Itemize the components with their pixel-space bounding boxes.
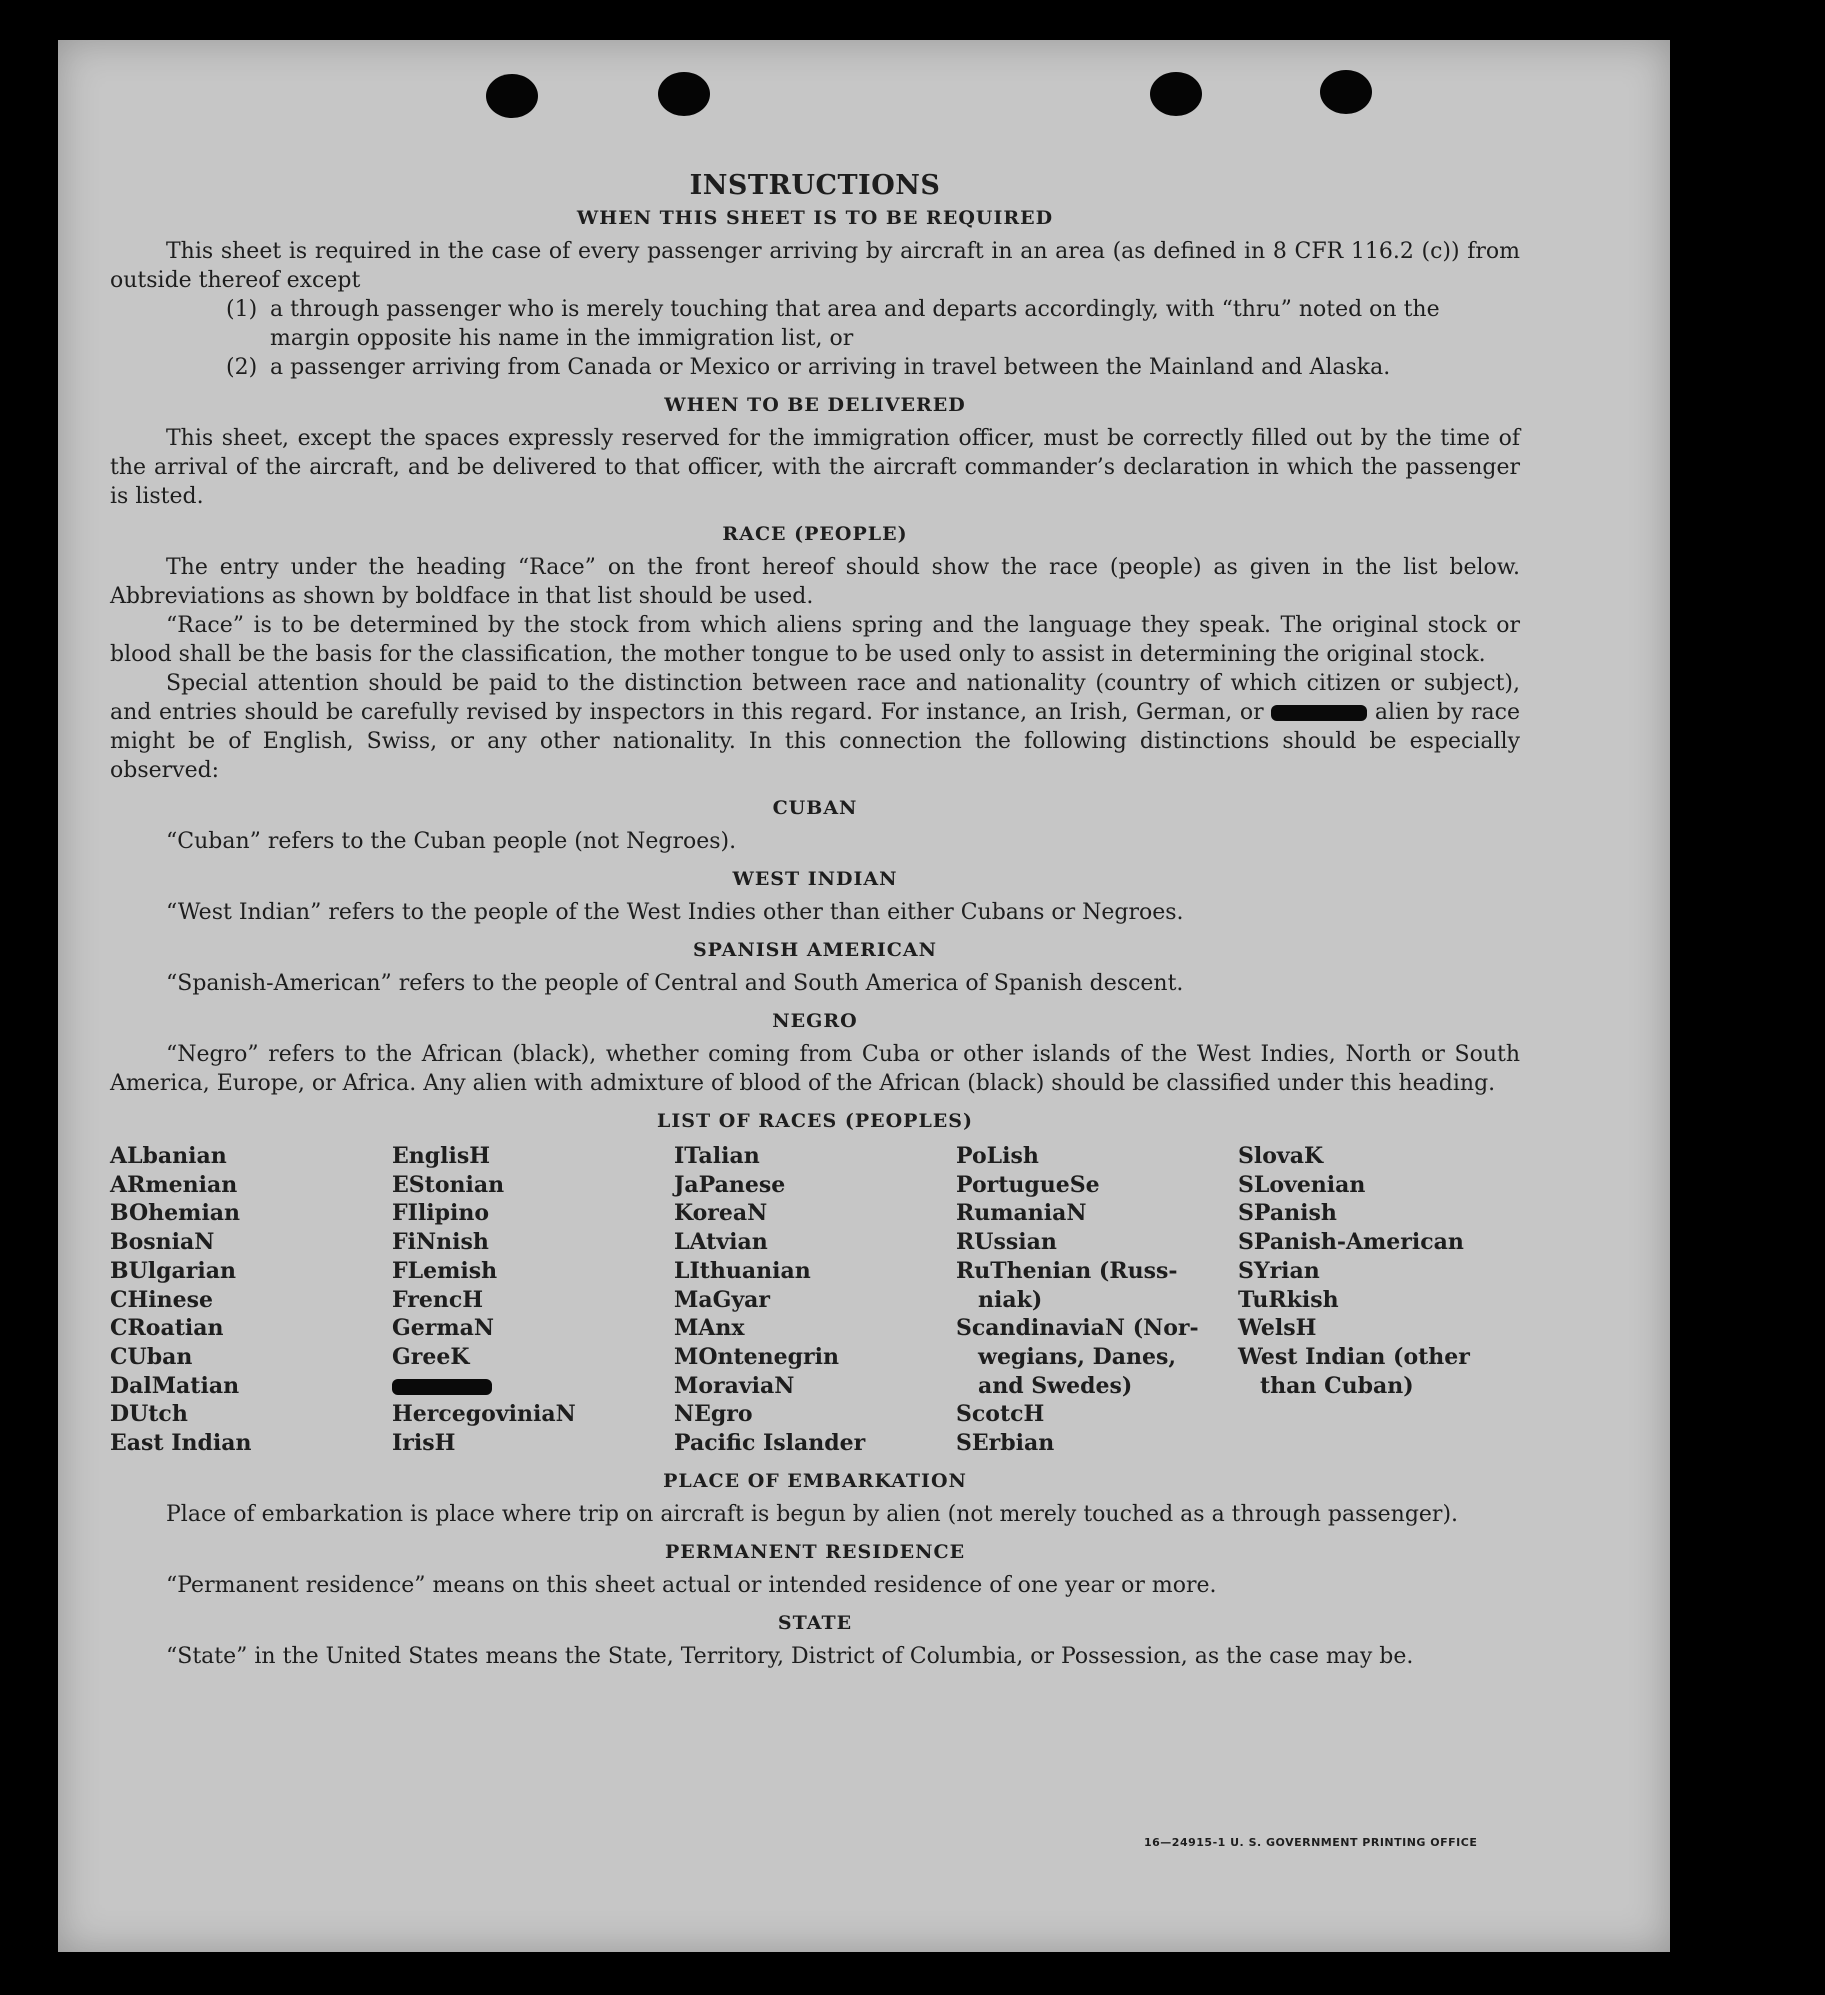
race-entry: NEgro: [674, 1401, 753, 1428]
race-entry-redacted: [392, 1372, 674, 1401]
punch-hole: [1150, 72, 1202, 116]
paragraph: Place of embarkation is place where trip on aircraft is begun by alien (not merely touched as a through passenger).: [166, 1501, 1459, 1527]
race-entry: MoraviaN: [674, 1372, 795, 1399]
race-entry: RuThenian (Russ-: [956, 1257, 1178, 1284]
races-column: [674, 1142, 956, 1458]
redaction-mark: [392, 1379, 492, 1395]
race-entry: PortugueSe: [956, 1171, 1100, 1198]
race-entry: MaGyar: [674, 1286, 771, 1313]
race-entry: KoreaN: [674, 1200, 768, 1227]
section-heading: STATE: [777, 1611, 853, 1634]
section-heading: CUBAN: [772, 797, 858, 819]
races-column: [1238, 1142, 1520, 1458]
document-page: [58, 40, 1670, 1952]
race-entry: SPanish-American: [1238, 1229, 1464, 1256]
section-heading: WHEN TO BE DELIVERED: [664, 394, 966, 416]
race-entry: CUban: [110, 1343, 193, 1370]
section-heading: LIST OF RACES (PEOPLES): [657, 1110, 973, 1132]
race-entry: BosniaN: [110, 1229, 215, 1256]
item-text: a passenger arriving from Canada or Mexico or arriving in travel between the Mainland and Alaska.: [270, 355, 1391, 380]
paragraph-text: alien by race might be of English, Swiss, or any other nationality. In this connection the following distinctions should be especially observed:: [110, 700, 1520, 783]
section-heading: WEST INDIAN: [732, 868, 898, 890]
race-entry-continuation: niak): [978, 1286, 1043, 1313]
punch-hole: [486, 74, 538, 118]
races-column: [110, 1142, 392, 1458]
race-entry: LAtvian: [674, 1229, 768, 1256]
section-heading: PERMANENT RESIDENCE: [664, 1540, 966, 1563]
race-entry: JaPanese: [674, 1171, 786, 1198]
race-entry-continuation: wegians, Danes,: [978, 1343, 1176, 1370]
race-entry: ScandinaviaN (Nor-: [956, 1315, 1199, 1342]
paragraph: “West Indian” refers to the people of the West Indies other than either Cubans or Negroes.: [166, 900, 1184, 925]
race-entry: CRoatian: [110, 1315, 224, 1342]
race-entry: IrisH: [392, 1430, 456, 1457]
races-column: [956, 1142, 1238, 1458]
race-entry: SlovaK: [1238, 1143, 1324, 1169]
paragraph: “Spanish-American” refers to the people of Central and South America of Spanish descent.: [166, 971, 1184, 996]
redaction-mark: [1271, 705, 1367, 721]
race-entry: TuRkish: [1238, 1286, 1339, 1313]
race-entry: RumaniaN: [956, 1200, 1087, 1227]
paragraph: “Negro” refers to the African (black), whether coming from Cuba or other islands of the West Indies, North or South America, Europe, or Africa. Any alien with admixture of blood of the African (black) should be classified under this heading.: [110, 1042, 1520, 1096]
race-entry: BUlgarian: [110, 1257, 236, 1284]
document-title: INSTRUCTIONS: [689, 170, 941, 201]
paragraph: This sheet, except the spaces expressly reserved for the immigration officer, must be correctly filled out by the time of the arrival of the aircraft, and be delivered to that officer, with the aircraft commander’s declaration in which the passenger is listed.: [110, 426, 1520, 509]
item-text: a through passenger who is merely touching that area and departs accordingly, with “thru” noted on the margin opposite his name in the immigration list, or: [270, 297, 1440, 351]
races-column: [392, 1142, 674, 1458]
item-number: (1): [226, 297, 258, 322]
race-entry-continuation: and Swedes): [978, 1372, 1133, 1399]
race-entry: FIlipino: [392, 1200, 490, 1227]
punch-hole: [1320, 70, 1372, 114]
race-entry: MAnx: [674, 1315, 745, 1342]
race-entry: CHinese: [110, 1286, 214, 1313]
race-entry-continuation: than Cuban): [1260, 1372, 1414, 1399]
race-entry: WelsH: [1238, 1315, 1317, 1342]
punch-hole: [658, 72, 710, 116]
race-entry: SYrian: [1238, 1257, 1320, 1284]
document-body: [110, 170, 1520, 1671]
section-heading: PLACE OF EMBARKATION: [663, 1469, 967, 1492]
race-entry: RUssian: [956, 1229, 1057, 1256]
race-entry: Pacific Islander: [674, 1430, 866, 1457]
list-item: [110, 295, 1520, 353]
race-entry: DalMatian: [110, 1372, 240, 1399]
paragraph-text: Special attention should be paid to the distinction between race and nationality (country of which citizen or subject), and entries should be carefully revised by inspectors in this regard. For instance, an Irish, German, or: [110, 671, 1520, 725]
paragraph: “Cuban” refers to the Cuban people (not Negroes).: [166, 829, 737, 854]
race-entry: SPanish: [1238, 1200, 1337, 1227]
race-entry: ARmenian: [110, 1171, 238, 1198]
printing-office-code: 16—24915-1 U. S. GOVERNMENT PRINTING OFFICE: [1144, 1836, 1478, 1849]
section-heading: WHEN THIS SHEET IS TO BE REQUIRED: [576, 207, 1054, 229]
race-entry: MOntenegrin: [674, 1343, 839, 1370]
section-heading: SPANISH AMERICAN: [692, 939, 938, 961]
paragraph: “Permanent residence” means on this sheet actual or intended residence of one year or more.: [166, 1572, 1217, 1598]
race-entry: GreeK: [392, 1343, 470, 1370]
race-entry: East Indian: [110, 1430, 252, 1457]
item-number: (2): [226, 355, 258, 380]
paragraph: The entry under the heading “Race” on the front hereof should show the race (people) as given in the list below. Abbreviations as shown by boldface in that list should be used.: [110, 555, 1520, 609]
paragraph: [110, 669, 1520, 785]
race-entry: FLemish: [392, 1257, 498, 1284]
paragraph: “State” in the United States means the State, Territory, District of Columbia, or Possession, as the case may be.: [166, 1643, 1414, 1669]
race-entry: FrencH: [392, 1286, 483, 1313]
race-entry: BOhemian: [110, 1200, 241, 1227]
race-entry: DUtch: [110, 1401, 188, 1428]
race-entry: SLovenian: [1238, 1171, 1366, 1198]
race-entry: West Indian (other: [1238, 1343, 1470, 1370]
race-entry: ITalian: [674, 1143, 760, 1169]
race-entry: EnglisH: [392, 1143, 491, 1169]
race-entry: EStonian: [392, 1171, 505, 1198]
race-entry: ALbanian: [110, 1143, 227, 1169]
race-entry: SErbian: [956, 1430, 1055, 1457]
race-entry: LIthuanian: [674, 1257, 811, 1284]
section-heading: RACE (PEOPLE): [722, 523, 908, 545]
races-list: [110, 1142, 1520, 1458]
race-entry: GermaN: [392, 1315, 495, 1342]
list-item: [110, 353, 1520, 382]
race-entry: ScotcH: [956, 1401, 1045, 1428]
paragraph: “Race” is to be determined by the stock from which aliens spring and the language they speak. The original stock or blood shall be the basis for the classification, the mother tongue to be used only to assist in determining the original stock.: [110, 613, 1520, 667]
race-entry: PoLish: [956, 1143, 1039, 1169]
race-entry: FiNnish: [392, 1229, 489, 1256]
race-entry: HercegoviniaN: [392, 1401, 576, 1428]
section-heading: NEGRO: [772, 1010, 858, 1032]
paragraph: This sheet is required in the case of every passenger arriving by aircraft in an area (as defined in 8 CFR 116.2 (c)) from outside thereof except: [110, 239, 1520, 293]
